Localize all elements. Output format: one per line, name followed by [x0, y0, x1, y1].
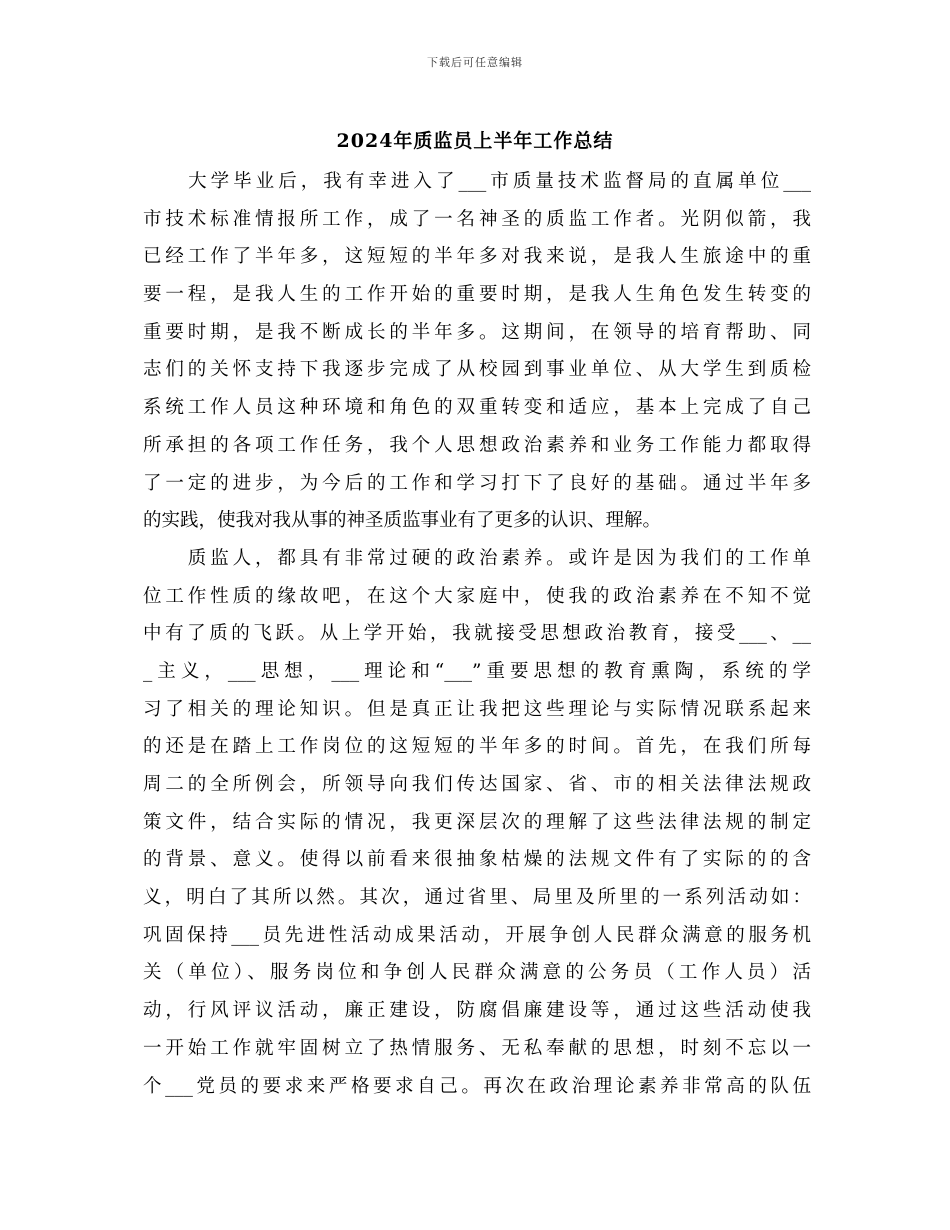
text-line: _主义，___思想，___理论和“___”重要思想的教育熏陶，系统的学 — [143, 660, 811, 682]
text-line: 动，行风评议活动，廉正建设，防腐倡廉建设等，通过这些活动使我 — [143, 1000, 811, 1022]
text-line: 的背景、意义。使得以前看来很抽象枯燥的法规文件有了实际的的含 — [143, 849, 811, 871]
header-note: 下载后可任意编辑 — [427, 56, 523, 69]
text-line: 已经工作了半年多，这短短的半年多对我来说，是我人生旅途中的重 — [143, 246, 811, 268]
text-line: 市技术标准情报所工作，成了一名神圣的质监工作者。光阴似箭，我 — [143, 208, 811, 230]
text-line: 大学毕业后，我有幸进入了___市质量技术监督局的直属单位___ — [143, 171, 811, 192]
text-line: 重要时期，是我不断成长的半年多。这期间，在领导的培育帮助、同 — [143, 321, 811, 343]
text-line: 系统工作人员这种环境和角色的双重转变和适应，基本上完成了自己 — [143, 397, 811, 419]
text-line: 质监人，都具有非常过硬的政治素养。或许是因为我们的工作单 — [143, 547, 811, 569]
text-line: 位工作性质的缘故吧，在这个大家庭中，使我的政治素养在不知不觉 — [143, 585, 811, 607]
text-line: 志们的关怀支持下我逐步完成了从校园到事业单位、从大学生到质检 — [143, 359, 811, 381]
document-title: 2024年质监员上半年工作总结 — [336, 130, 614, 152]
text-line: 一开始工作就牢固树立了热情服务、无私奉献的思想，时刻不忘以一 — [143, 1037, 811, 1059]
text-line: 习了相关的理论知识。但是真正让我把这些理论与实际情况联系起来 — [143, 698, 811, 720]
text-line: 巩固保持___员先进性活动成果活动，开展争创人民群众满意的服务机 — [143, 924, 811, 946]
text-line: 个___党员的要求来严格要求自己。再次在政治理论素养非常高的队伍 — [143, 1075, 811, 1097]
text-line: 的还是在踏上工作岗位的这短短的半年多的时间。首先，在我们所每 — [143, 736, 811, 758]
text-line: 所承担的各项工作任务，我个人思想政治素养和业务工作能力都取得 — [143, 434, 811, 456]
text-line: 了一定的进步，为今后的工作和学习打下了良好的基础。通过半年多 — [143, 472, 811, 494]
text-line: 关（单位）、服务岗位和争创人民群众满意的公务员（工作人员）活 — [143, 962, 811, 984]
text-line: 的实践，使我对我从事的神圣质监事业有了更多的认识、理解。 — [143, 510, 662, 532]
text-line: 义，明白了其所以然。其次，通过省里、局里及所里的一系列活动如： — [143, 887, 811, 909]
text-line: 周二的全所例会，所领导向我们传达国家、省、市的相关法律法规政 — [143, 774, 811, 795]
text-line: 要一程，是我人生的工作开始的重要时期，是我人生角色发生转变的 — [143, 284, 811, 306]
text-line: 策文件，结合实际的情况，我更深层次的理解了这些法律法规的制定 — [143, 811, 811, 833]
text-line: 中有了质的飞跃。从上学开始，我就接受思想政治教育，接受___、__ — [143, 623, 811, 645]
document-body — [143, 163, 811, 1105]
